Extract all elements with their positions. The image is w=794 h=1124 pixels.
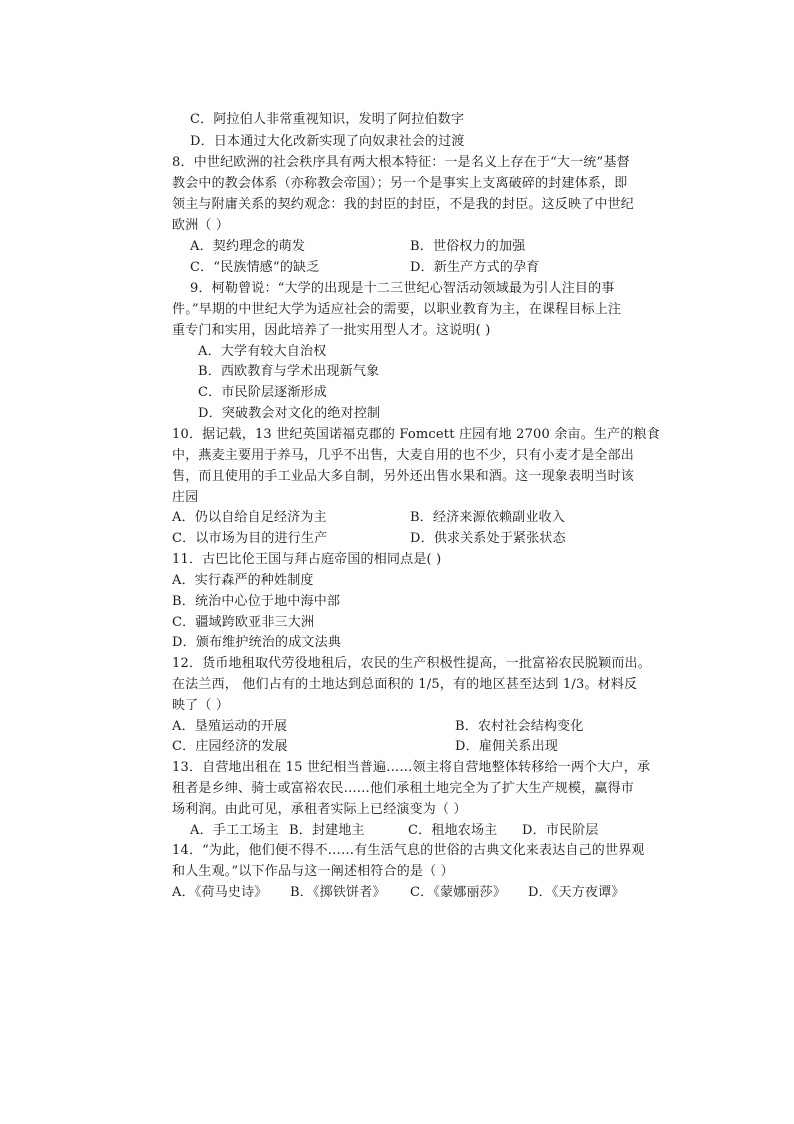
q13-stem-line: 租者是乡绅、骑士或富裕农民……他们承租土地完全为了扩大生产规模，赢得市 (172, 781, 635, 796)
q8-option-b: B．世俗权力的加强 (410, 239, 526, 254)
q10-option-d: D．供求关系处于紧张状态 (410, 531, 566, 546)
q12-option-a: A．垦殖运动的开展 (172, 719, 288, 734)
q13-option-c: C．租地农场主 (408, 823, 498, 838)
q9-stem-line: 件。”早期的中世纪大学为适应社会的需要，以职业教育为主，在课程目标上注 (172, 302, 622, 317)
q14-stem-line: 14．“为此，他们便不得不……有生活气息的世俗的古典文化来表达自己的世界观 (172, 843, 645, 858)
q11-stem-line: 11．古巴比伦王国与拜占庭帝国的相同点是( ) (172, 552, 442, 567)
q10-option-a: A．仍以自给自足经济为主 (172, 510, 327, 525)
q10-option-c: C．以市场为目的进行生产 (172, 531, 328, 546)
q10-stem-line: 10．据记载，13 世纪英国诺福克郡的 Fomcett 庄园有地 2700 余亩。生产的粮食 (172, 427, 660, 442)
q12-stem-line: 12．货币地租取代劳役地租后，农民的生产积极性提高，一批富裕农民脱颖而出。 (172, 656, 651, 671)
q10-option-b: B．经济来源依赖副业收入 (410, 510, 565, 525)
q14-option-c: C．《蒙娜丽莎》 (410, 885, 507, 900)
q12-option-b: B．农村社会结构变化 (455, 719, 584, 734)
q8-option-a: A．契约理念的萌发 (190, 239, 306, 254)
q14-option-b: B．《掷铁饼者》 (290, 885, 386, 900)
q11-option-a: A．实行森严的种姓制度 (172, 573, 314, 588)
q11-option-b: B．统治中心位于地中海中部 (172, 594, 341, 609)
q10-stem-line: 售，而且使用的手工业品大多自制，另外还出售水果和酒。这一现象表明当时该 (172, 469, 635, 484)
q10-stem-line: 中，燕麦主要用于养马，几乎不出售，大麦自用的也不少，只有小麦才是全部出 (172, 448, 635, 463)
q11-option-d: D．颁布维护统治的成文法典 (172, 635, 342, 650)
q13-option-b: B．封建地主 (289, 823, 365, 838)
q13-option-d: D．市民阶层 (522, 823, 599, 838)
q8-stem-line: 领主与附庸关系的契约观念：我的封臣的封臣，不是我的封臣。这反映了中世纪 (172, 197, 635, 212)
q13-stem-line: 13．自营地出租在 15 世纪相当普遍……领主将自营地整体转移给一两个大户，承 (172, 760, 651, 775)
q11-option-c: C．疆域跨欧亚非三大洲 (172, 615, 315, 630)
q8-stem-line: 欧洲（ ） (172, 218, 230, 233)
q9-option-b: B．西欧教育与学术出现新气象 (198, 364, 380, 379)
q10-stem-line: 庄园 (172, 490, 199, 505)
q12-stem-line: 映了（ ） (172, 698, 230, 713)
q8-option-d: D．新生产方式的孕育 (410, 260, 540, 275)
q9-stem-line: 重专门和实用，因此培养了一批实用型人才。这说明( ) (172, 323, 491, 338)
q12-stem-line: 在法兰西， 他们占有的土地达到总面积的 1/5，有的地区甚至达到 1/3。材料反 (172, 677, 638, 692)
q8-option-c: C．“民族情感”的缺乏 (190, 260, 320, 275)
q9-option-a: A．大学有较大自治权 (198, 344, 327, 359)
q9-stem-line: 9．柯勒曾说：“大学的出现是十二三世纪心智活动领域最为引人注目的事 (190, 281, 615, 296)
q7-option-d: D．日本通过大化改新实现了向奴隶社会的过渡 (190, 134, 465, 149)
q14-stem-line: 和人生观。”以下作品与这一阐述相符合的是（ ） (172, 864, 454, 879)
q8-stem-line: 教会中的教会体系（亦称教会帝国）；另一个是事实上支离破碎的封建体系，即 (172, 176, 628, 191)
q12-option-d: D．雇佣关系出现 (455, 739, 559, 754)
q7-option-c: C．阿拉伯人非常重视知识，发明了阿拉伯数字 (190, 112, 465, 127)
q13-option-a: A．手工工场主 (190, 823, 279, 838)
q9-option-d: D．突破教会对文化的绝对控制 (198, 406, 381, 421)
q13-stem-line: 场利润。由此可见，承租者实际上已经演变为（ ） (172, 802, 467, 817)
q8-stem-line: 8．中世纪欧洲的社会秩序具有两大根本特征：一是名义上存在于“大一统”基督 (172, 155, 630, 170)
q12-option-c: C．庄园经济的发展 (172, 739, 288, 754)
q9-option-c: C．市民阶层逐渐形成 (198, 385, 327, 400)
q14-option-d: D．《天方夜谭》 (528, 885, 625, 900)
q14-option-a: A．《荷马史诗》 (172, 885, 268, 900)
